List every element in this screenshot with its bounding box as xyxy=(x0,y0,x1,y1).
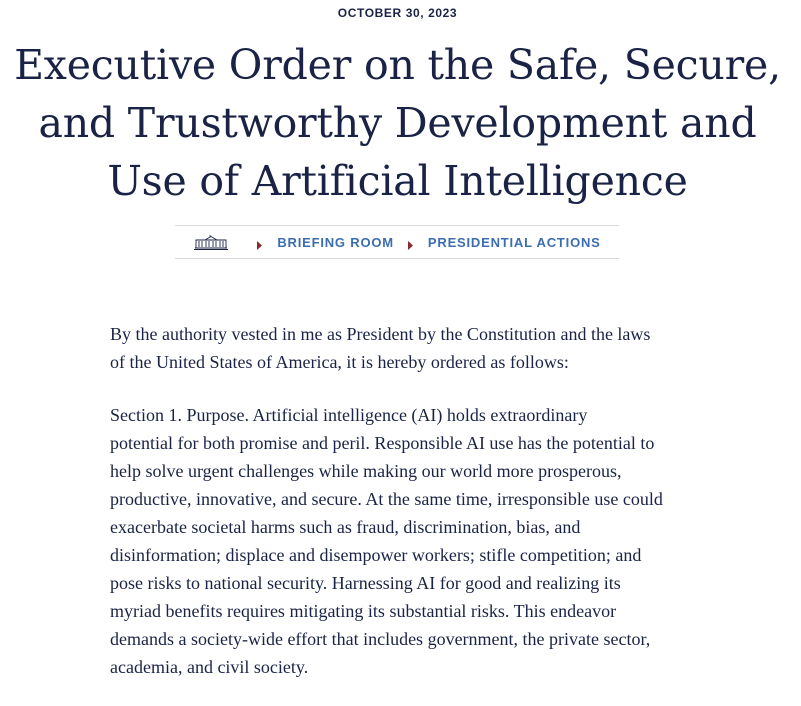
text-line: disinformation; displace and disempower workers; stifle competition; and xyxy=(110,545,642,565)
text-line: demands a society-wide effort that includes government, the private sector, xyxy=(110,629,651,649)
text-line: productive, innovative, and secure. At the same time, irresponsible use could xyxy=(110,489,663,509)
text-line: pose risks to national security. Harnessing AI for good and realizing its xyxy=(110,573,621,593)
text-line: help solve urgent challenges while making our world more prosperous, xyxy=(110,461,622,481)
text-line: myriad benefits requires mitigating its substantial risks. This endeavor xyxy=(110,601,617,621)
paragraph-section-1 xyxy=(90,401,710,681)
breadcrumb-presidential-actions[interactable]: PRESIDENTIAL ACTIONS xyxy=(427,234,601,250)
article-body xyxy=(90,320,710,706)
text-line: of the United States of America, it is hereby ordered as follows: xyxy=(110,352,569,372)
title-line: and Trustworthy Development and xyxy=(38,99,757,147)
paragraph-preamble xyxy=(90,320,710,376)
breadcrumb-briefing-room[interactable]: BRIEFING ROOM xyxy=(277,234,394,250)
chevron-right-icon xyxy=(408,238,414,247)
text-line: potential for both promise and peril. Responsible AI use has the potential to xyxy=(110,433,655,453)
publish-date: OCTOBER 30, 2023 xyxy=(337,6,458,20)
text-line: Section 1. Purpose. Artificial intelligence (AI) holds extraordinary xyxy=(110,405,588,425)
white-house-icon[interactable] xyxy=(193,234,229,250)
page-title xyxy=(0,36,795,210)
breadcrumb xyxy=(175,225,619,259)
title-line: Use of Artificial Intelligence xyxy=(107,157,688,205)
chevron-right-icon xyxy=(257,238,263,247)
text-line: exacerbate societal harms such as fraud, discrimination, bias, and xyxy=(110,517,581,537)
text-line: By the authority vested in me as President by the Constitution and the laws xyxy=(110,324,651,344)
text-line: academia, and civil society. xyxy=(110,657,309,677)
title-line: Executive Order on the Safe, Secure, xyxy=(14,41,781,89)
